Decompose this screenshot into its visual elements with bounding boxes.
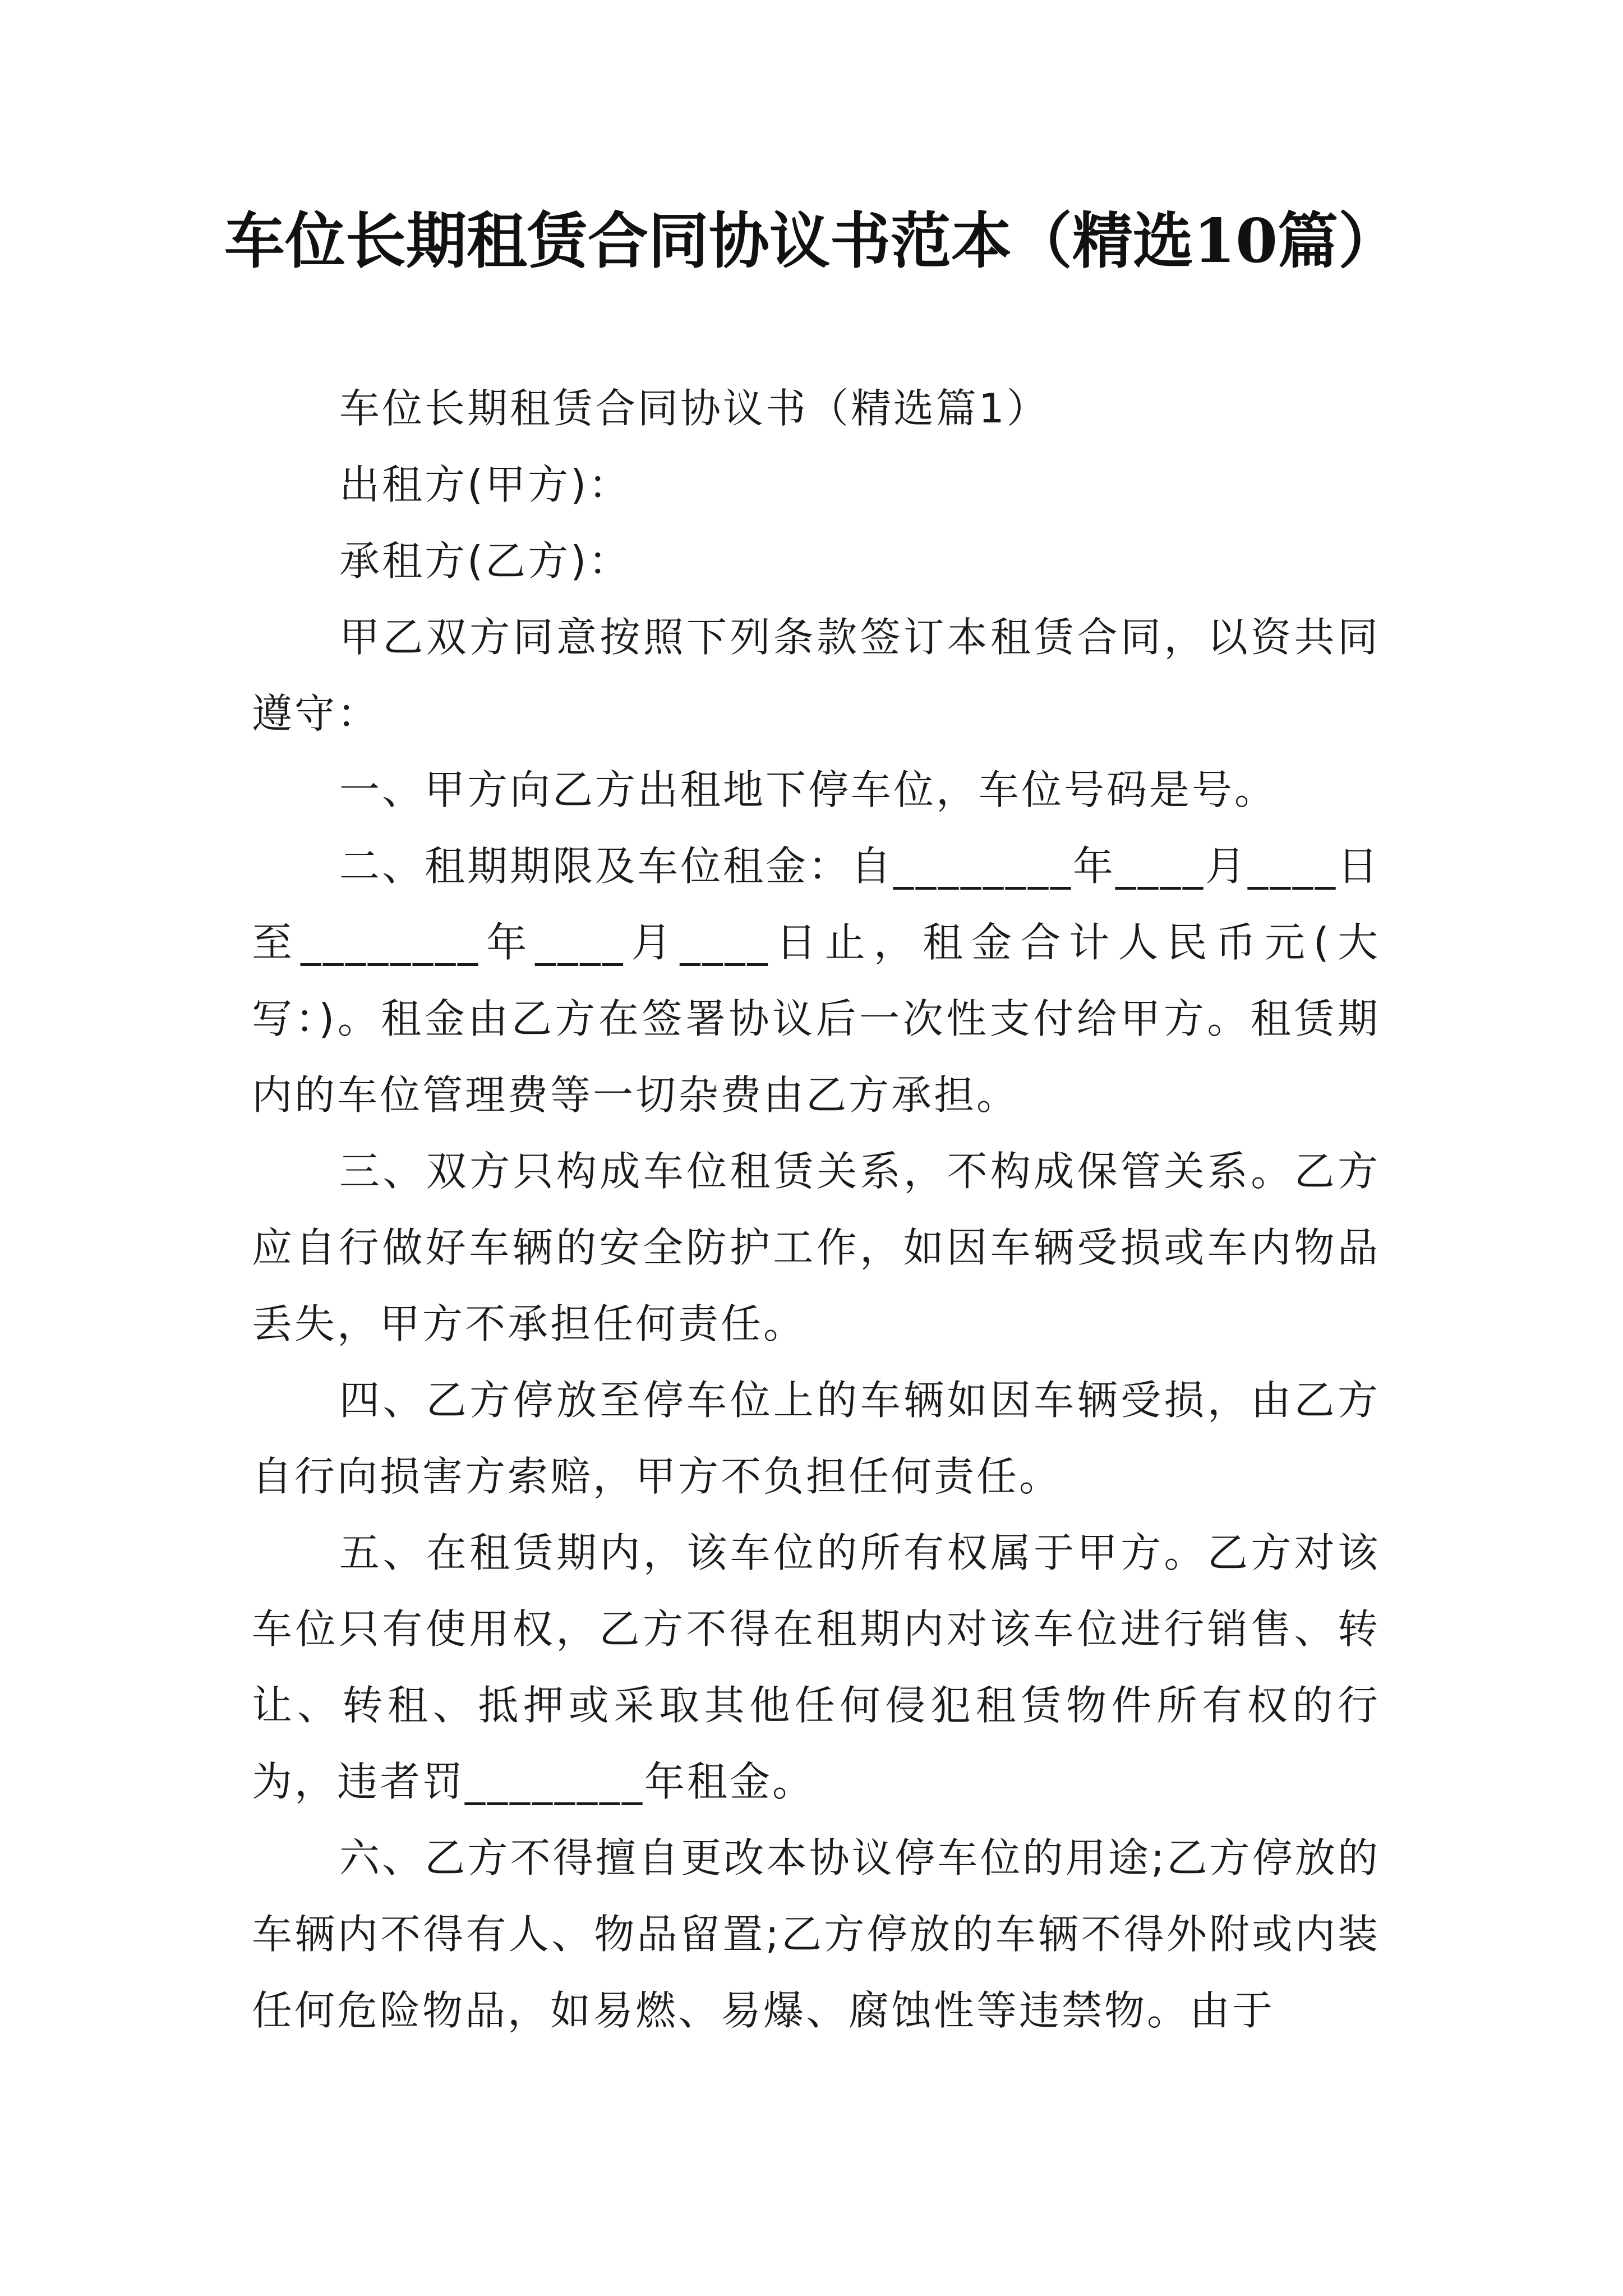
document-title: 车位长期租赁合同协议书范本（精选10篇） <box>224 206 1399 277</box>
section-heading: 车位长期租赁合同协议书（精选篇1） <box>339 385 1049 432</box>
clause-1: 一、甲方向乙方出租地下停车位，车位号码是号。 <box>339 766 1278 813</box>
clause-5: 五、在租赁期内，该车位的所有权属于甲方。乙方对该车位只有使用权，乙方不得在租期内对该车位进行销售、转让、转租、抵押或采取其他任何侵犯租赁物件所有权的行为，违者罚________年租金。 <box>252 1529 1380 1805</box>
clause-6: 六、乙方不得擅自更改本协议停车位的用途;乙方停放的车辆内不得有人、物品留置;乙方停放的车辆不得外附或内装任何危险物品，如易燃、易爆、腐蚀性等违禁物。由于 <box>252 1834 1380 2034</box>
clause-4: 四、乙方停放至停车位上的车辆如因车辆受损，由乙方自行向损害方索赔，甲方不负担任何责任。 <box>252 1377 1380 1500</box>
lessor-line: 出租方(甲方)： <box>339 461 631 508</box>
preamble-paragraph: 甲乙双方同意按照下列条款签订本租赁合同，以资共同遵守： <box>252 614 1380 737</box>
document-body <box>252 370 1380 2049</box>
clause-2: 二、租期期限及车位租金：自________年____月____日至________年____月____日止，租金合计人民币元(大写：)。租金由乙方在签署协议后一次性支付给甲方。租赁期内的车位管理费等一切杂费由乙方承担。 <box>252 843 1381 1119</box>
clause-3: 三、双方只构成车位租赁关系，不构成保管关系。乙方应自行做好车辆的安全防护工作，如因车辆受损或车内物品丢失，甲方不承担任何责任。 <box>252 1148 1380 1347</box>
lessee-line: 承租方(乙方)： <box>339 537 631 585</box>
